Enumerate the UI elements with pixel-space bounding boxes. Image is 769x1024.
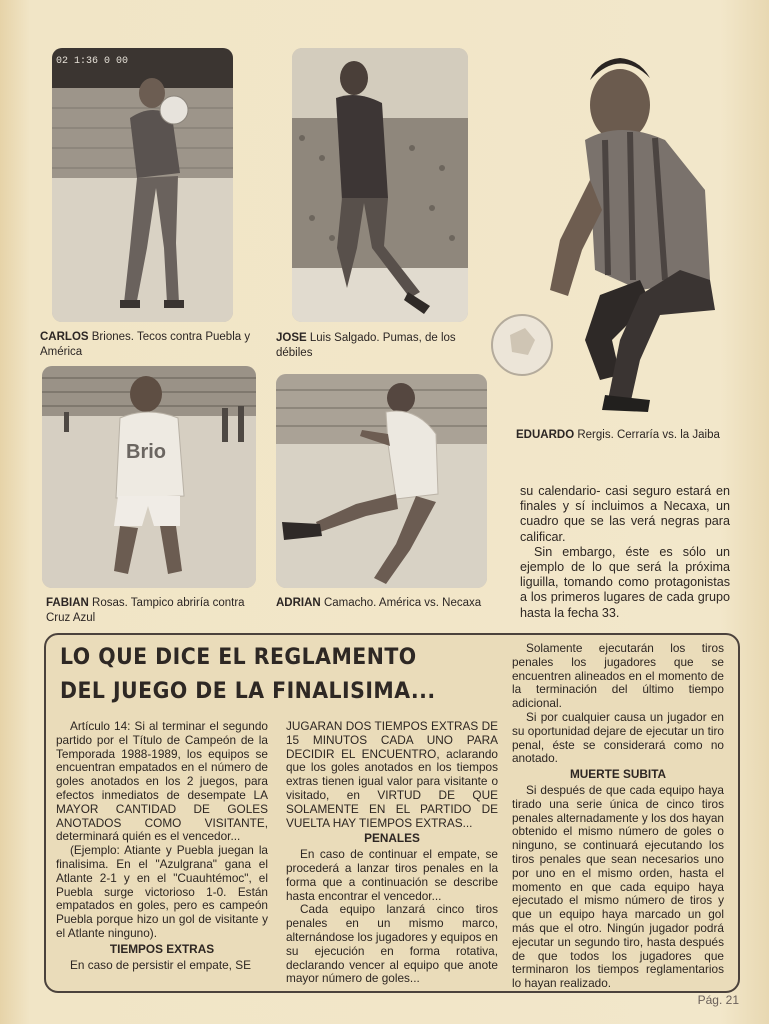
caption-name: JOSE [276, 332, 307, 344]
caption-eduardo-rergis [516, 428, 734, 443]
photo-fabian-rosas [42, 366, 256, 588]
rules-paragraph: En caso de persistir el empate, SE [70, 957, 251, 972]
caption-name: ADRIAN [276, 597, 321, 609]
caption-fabian-rosas [46, 596, 264, 626]
article-paragraph: Sin embargo, éste es sólo un ejemplo de lo que será la próxima liguilla, tomando como protagonistas a los primeros lugares de cada grupo hasta la fecha 33. [520, 544, 730, 620]
rules-paragraph: Artículo 14: Si al terminar el segundo partido por el Título de Campeón de la Temporada 1988-1989, los equipos se encuentran empatados en el número de goles anotados en los 2 juegos, para efectos inmediatos de desempate LA MAYOR CANTIDAD DE GOLES ANOTADOS COMO VISITANTE, determinará quién es el vencedor... [56, 719, 268, 844]
rules-subheading: MUERTE SUBITA [569, 767, 667, 782]
rules-subheading: PENALES [364, 831, 420, 846]
rules-paragraph: Si por cualquier causa un jugador en su oportunidad dejare de ejecutar un tiro penal, éste se considerará como no anotado. [512, 709, 724, 766]
headline-line-2: DEL JUEGO DE LA FINALISIMA... [60, 679, 436, 704]
rules-headline [60, 641, 436, 709]
caption-name: CARLOS [40, 331, 89, 343]
caption-jose-salgado [276, 331, 488, 361]
rules-subheading: TIEMPOS EXTRAS [109, 941, 215, 956]
photo-carlos-briones [52, 48, 233, 322]
rules-paragraph: (Ejemplo: Atiante y Puebla juegan la finalisima. En el "Azulgrana" gana el Atlante 2-1 y en el "Cuauhtémoc", el Puebla surge victorioso 1-0. Están empatados en goles, pero es campeón Puebla porque hizo un gol de visitante y el Atlante ninguno). [56, 843, 268, 940]
headline-line-1: LO QUE DICE EL REGLAMENTO [60, 645, 417, 670]
page-number: Pág. 21 [697, 993, 739, 1007]
rules-paragraph: Cada equipo lanzará cinco tiros penales en un mismo marco, alternándose los jugadores y equipos en su ejecución en forma rotativa, declarando vencer al equipo que anote mayor número de goles... [286, 902, 498, 986]
caption-name: EDUARDO [516, 429, 575, 441]
caption-text: Camacho. América vs. Necaxa [323, 597, 482, 609]
rules-paragraph: Solamente ejecutarán los tiros penales los jugadores que se encuentren alineados en el momento de la terminación del último tiempo adicional. [512, 641, 724, 711]
rules-column-2 [286, 720, 498, 986]
caption-adrian-camacho [276, 596, 490, 611]
caption-text: Rergis. Cerraría vs. la Jaiba [577, 429, 720, 441]
photo-eduardo-rergis [490, 40, 740, 420]
photo-jose-luis-salgado [292, 48, 468, 322]
caption-name: FABIAN [46, 597, 89, 609]
caption-text: Luis Salgado. Pumas, de los débiles [276, 332, 456, 359]
article-continuation [520, 484, 730, 621]
rules-paragraph: JUGARAN DOS TIEMPOS EXTRAS DE 15 MINUTOS CADA UNO PARA DECIDIR EL ENCUENTRO, aclarando que los goles anotados en los tiempos extras tienen igual valor para visitante o visitado, en VIRTUD DE QUE SOLAMENTE EN EL PARTIDO DE VUELTA HAY TIEMPOS EXTRAS... [286, 719, 498, 830]
rules-column-3 [512, 642, 724, 991]
scoreboard-text: 02 1:36 0 00 [56, 56, 129, 67]
article-paragraph: su calendario- casi seguro estará en finales y sí incluimos a Necaxa, un cuadro que se las verá negras para calificar. [520, 484, 730, 544]
photo-adrian-camacho [276, 374, 487, 588]
caption-text: Rosas. Tampico abriría contra Cruz Azul [46, 597, 245, 624]
caption-carlos-briones [40, 330, 260, 360]
caption-text: Briones. Tecos contra Puebla y América [40, 331, 251, 358]
rules-column-1 [56, 720, 268, 972]
shirt-logo-text: Brio [126, 441, 166, 463]
rules-paragraph: En caso de continuar el empate, se procederá a lanzar tiros penales en la forma que a continuación se describe hasta encontrar el vencedor... [286, 847, 498, 903]
rules-paragraph: Si después de que cada equipo haya tirado una serie única de cinco tiros penales alternadamente y los dos hayan obtenido el mismo número de goles o ninguno, se continuará ejecutando los tiros penales que sean necesarios uno por uno en el mismo orden, hasta el momento en que cada equipo haya ejecutado el mismo número de tiros y que un equipo haya marcado un gol más que el otro. Ningún jugador podrá ejecutar un segundo tiro, hasta después de que todos los jugadores que terminaron los tiempos reglamentarios lo hayan realizado. [512, 782, 724, 991]
